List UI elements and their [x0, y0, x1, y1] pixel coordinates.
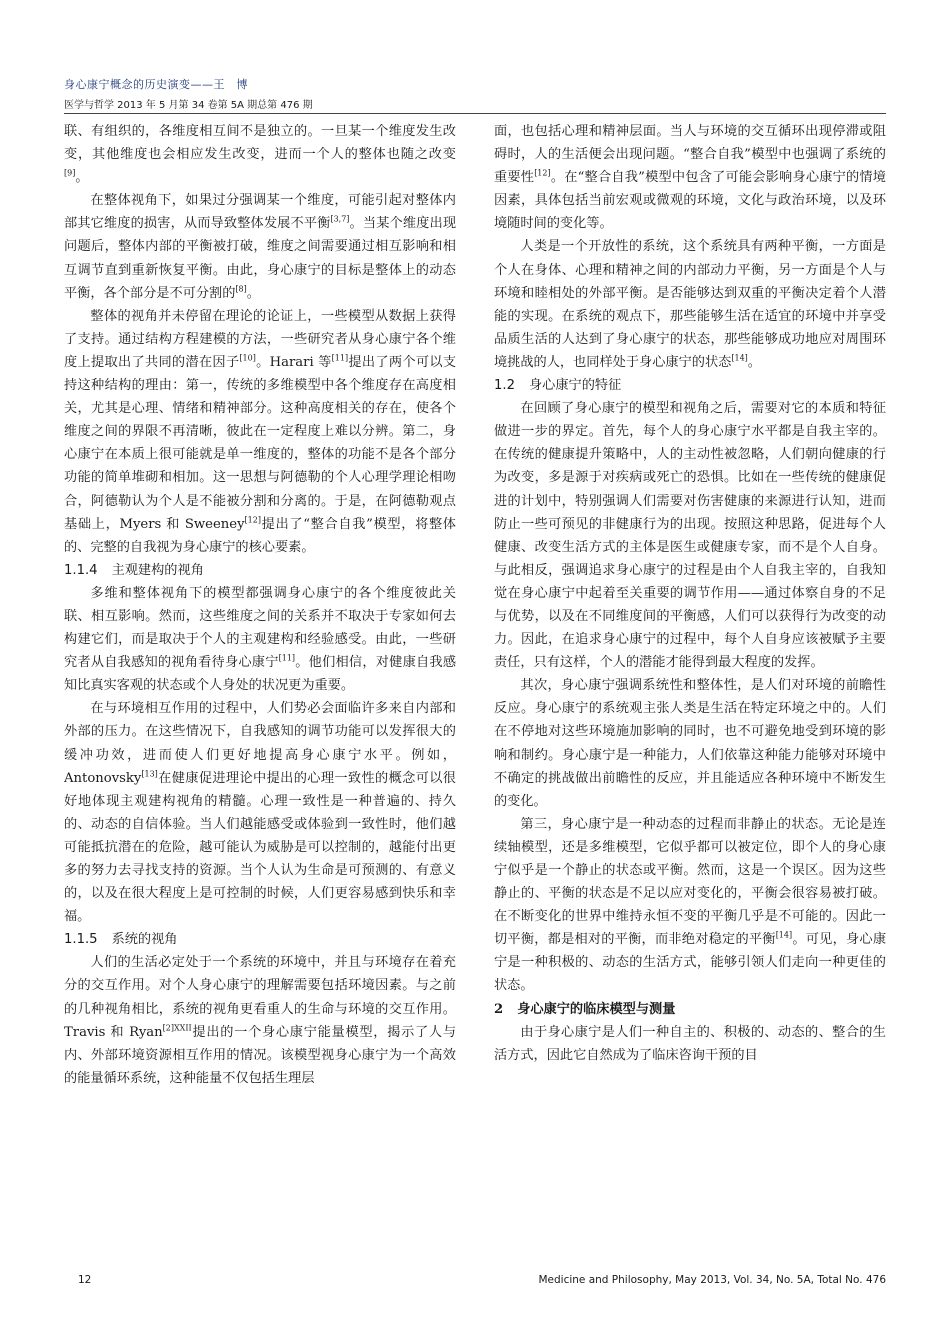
- citation-ref: [13]: [141, 769, 158, 779]
- paragraph-text: 。在“整合自我”模型中包含了可能会影响身心康宁的情境因素，具体包括当前宏观或微观的环境，文化与政治环境，以及环境随时间的变化等。: [494, 170, 886, 232]
- citation-ref: [12]: [534, 168, 551, 178]
- paragraph-text: 人类是一个开放性的系统，这个系统具有两种平衡，一方面是个人在身体、心理和精神之间的内部动力平衡，另一方面是个人与环境和睦相处的外部平衡。是否能够达到双重的平衡决定着个人潜能的实现。在系统的观点下，那些能够生活在适宜的环境中并享受品质生活的人达到了身心康宁的状态，那些能够成功地应对周围环境挑战的人，也同样处于身心康宁的状态: [494, 239, 886, 370]
- citation-ref: [12]: [244, 515, 261, 525]
- paragraph-text: 人们的生活必定处于一个系统的环境中，并且与环境存在着充分的交互作用。对个人身心康宁的理解需要包括环境因素。与之前的几种视角相比，系统的视角更看重人的生命与环境的交互作用。Travis 和 Ryan: [64, 955, 456, 1040]
- paragraph-text: 。: [75, 170, 89, 186]
- citation-ref: [3,7]: [330, 214, 350, 224]
- paragraph-text: 。: [747, 354, 761, 370]
- paragraph: [494, 235, 886, 374]
- citation-ref: [14]: [731, 353, 748, 363]
- paragraph: [494, 397, 886, 674]
- citation-ref: [11]: [278, 653, 296, 663]
- running-head: [64, 76, 313, 111]
- paragraph-text: 。: [246, 285, 260, 301]
- citation-ref: [11]: [331, 353, 349, 363]
- paragraph-text: 。可见，身心康宁是一种积极的、动态的生活方式，能够引领人们走向一种更佳的状态。: [494, 932, 886, 994]
- paragraph-text: 。当某个维度出现问题后，整体内部的平衡被打破，维度之间需要通过相互影响和相互调节直到重新恢复平衡。由此，身心康宁的目标是整体上的动态平衡，各个部分是不可分割的: [64, 216, 456, 301]
- section-number: 1.1.5: [64, 932, 98, 948]
- paragraph-text: 在健康促进理论中提出的心理一致性的概念可以很好地体现主观建构视角的精髓。心理一致性是一种普遍的、持久的、动态的自信体验。当人们越能感受或体验到一致性时，他们越可能抵抗潜在的危险，越可能认为威胁是可以控制的，越能付出更多的努力去寻找支持的资源。当个人认为生命是可预测的、有意义的，以及在很大程度上是可控制的时候，人们更容易感到快乐和幸福。: [64, 770, 456, 925]
- paragraph-text: 提出了两个可以支持这种结构的理由：第一，传统的多维模型中各个维度存在高度相关，尤其是心理、情绪和精神部分。这种高度相关的存在，使各个维度之间的界限不再清晰，彼此在一定程度上难以分辨。第二，身心康宁在本质上很可能就是单一维度的，整体的功能不是各个部分功能的简单堆砌和相加。这一思想与阿德勒的个人心理学理论相吻合，阿德勒认为个人是不能被分割和分离的。于是，在阿德勒观点基础上，Myers 和 Sweeney: [64, 354, 456, 532]
- paragraph-text: 。他们相信，对健康自我感知比真实客观的状态或个人身处的状况更为重要。: [64, 655, 456, 694]
- paragraph: [64, 189, 456, 304]
- paragraph-text: 第三，身心康宁是一种动态的过程而非静止的状态。无论是连续轴模型，还是多维模型，它似乎都可以被定位，即个人的身心康宁似乎是一个静止的状态或平衡。然而，这是一个误区。因为这些静止的、平衡的状态是不足以应对变化的，平衡会很容易被打破。在不断变化的世界中维持永恒不变的平衡几乎是不可能的。因此一切平衡，都是相对的平衡，而非绝对稳定的平衡: [494, 816, 886, 948]
- citation-ref: [14]: [775, 930, 793, 940]
- paragraph-text: 面，也包括心理和精神层面。当人与环境的交互循环出现停滞或阻碍时，人的生活便会出现问题。“整合自我”模型中也强调了系统的重要性: [494, 124, 886, 186]
- article-title: 身心康宁概念的历史演变——王 博: [64, 78, 248, 91]
- section-number: 1.2: [494, 378, 515, 394]
- paragraph: [494, 813, 886, 998]
- paragraph-text: 提出的一个身心康宁能量模型，揭示了人与内、外部环境资源相互作用的情况。该模型视身心康宁为一个高效的能量循环系统，这种能量不仅包括生理层: [64, 1024, 456, 1086]
- paragraph-text: 联、有组织的，各维度相互间不是独立的。一旦某一个维度发生改变，其他维度也会相应发生改变，进而一个人的整体也随之改变: [64, 124, 456, 163]
- page-number: 12: [78, 1274, 92, 1286]
- paragraph-text: 。Harari 等: [255, 354, 332, 370]
- paragraph: [494, 1021, 886, 1067]
- section-heading: [64, 559, 456, 582]
- section-heading: [494, 998, 886, 1021]
- footer-journal: Medicine and Philosophy, May 2013, Vol. 34, No. 5A, Total No. 476: [538, 1274, 886, 1286]
- paragraph-text: 其次，身心康宁强调系统性和整体性，是人们对环境的前瞻性反应。身心康宁的系统观主张人类是生活在特定环境之中的。人们在不停地对这些环境施加影响的同时，也不可避免地受到环境的影响和制约。身心康宁是一种能力，人们依靠这种能力能够对环境中不确定的挑战做出前瞻性的反应，并且能适应各种环境中不断发生的变化。: [494, 678, 886, 809]
- paragraph: [64, 697, 456, 928]
- paragraph-text: 在与环境相互作用的过程中，人们势必会面临许多来自内部和外部的压力。在这些情况下，自我感知的调节功能可以发挥很大的缓冲功效，进而使人们更好地提高身心康宁水平。例如，Antonovsky: [64, 701, 456, 786]
- paragraph-text: 由于身心康宁是人们一种自主的、积极的、动态的、整合的生活方式，因此它自然成为了临床咨询干预的目: [494, 1024, 886, 1063]
- header-rule: [64, 113, 886, 114]
- citation-ref: [9]: [64, 168, 76, 178]
- section-heading: [64, 928, 456, 951]
- paragraph: [494, 120, 886, 235]
- page-footer: [64, 1274, 886, 1290]
- paragraph: [64, 120, 456, 189]
- citation-ref: [10]: [239, 353, 256, 363]
- paragraph-text: 在整体视角下，如果过分强调某一个维度，可能引起对整体内部其它维度的损害，从而导致整体发展不平衡: [64, 193, 456, 232]
- citation-ref: [8]: [235, 284, 247, 294]
- paragraph-text: 整体的视角并未停留在理论的论证上，一些模型从数据上获得了支持。通过结构方程建模的方法，一些研究者从身心康宁各个维度上提取出了共同的潜在因子: [64, 308, 456, 370]
- section-heading: [494, 374, 886, 397]
- paragraph: [494, 674, 886, 813]
- section-title: 身心康宁的临床模型与测量: [517, 1001, 676, 1017]
- paragraph: [64, 951, 456, 1090]
- section-title: 主观建构的视角: [111, 562, 204, 578]
- paragraph-text: 提出了“整合自我”模型，将整体的、完整的自我视为身心康宁的核心要素。: [64, 516, 456, 555]
- paragraph: [64, 582, 456, 697]
- section-number: 1.1.4: [64, 562, 98, 578]
- left-column: [64, 120, 456, 1260]
- section-title: 系统的视角: [111, 932, 178, 948]
- paragraph: [64, 305, 456, 559]
- citation-ref: [2]XXII: [162, 1023, 192, 1033]
- right-column: [494, 120, 886, 1260]
- paragraph-text: 在回顾了身心康宁的模型和视角之后，需要对它的本质和特征做进一步的界定。首先，每个人的身心康宁水平都是自我主宰的。在传统的健康提升策略中，人的主动性被忽略，人们朝向健康的行为改变，多是源于对疾病或死亡的恐惧。比如在一些传统的健康促进的计划中，特别强调人们需要对伤害健康的来源进行认知，进而防止一些可预见的非健康行为的出现。按照这种思路，促进每个人健康、改变生活方式的主体是医生或健康专家，而不是个人自身。与此相反，强调追求身心康宁的过程是由个人自我主宰的，自我知觉在身心康宁中起着至关重要的调节作用——通过体察自身的不足与优势，以及在不同维度间的平衡感，人们可以获得行为改变的动力。因此，在追求身心康宁的过程中，每个人自身应该被赋予主要责任，只有这样，个人的潜能才能得到最大程度的发挥。: [494, 401, 886, 671]
- journal-info: 医学与哲学 2013 年 5 月第 34 卷第 5A 期总第 476 期: [64, 100, 313, 111]
- section-number: 2: [494, 1001, 504, 1017]
- paragraph-text: 多维和整体视角下的模型都强调身心康宁的各个维度彼此关联、相互影响。然而，这些维度之间的关系并不取决于专家如何去构建它们，而是取决于个人的主观建构和经验感受。由此，一些研究者从自我感知的视角看待身心康宁: [64, 585, 456, 671]
- section-title: 身心康宁的特征: [528, 378, 622, 394]
